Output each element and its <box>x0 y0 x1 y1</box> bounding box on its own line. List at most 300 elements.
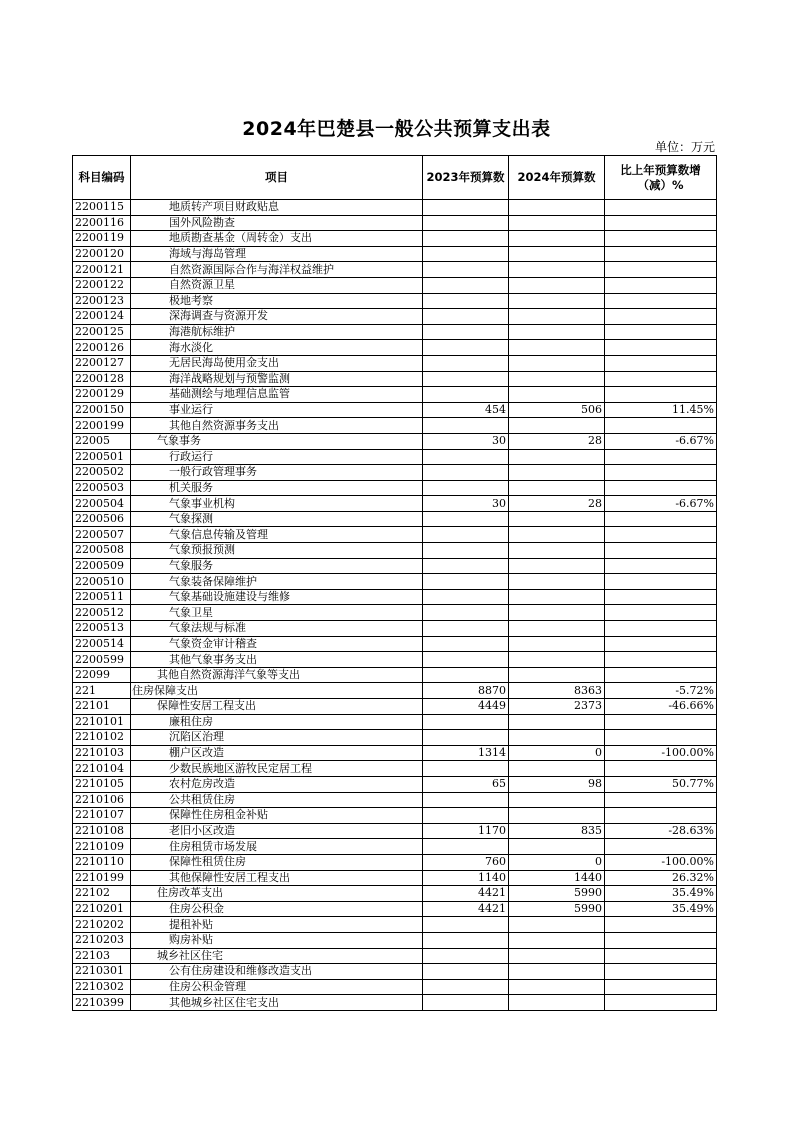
table-row <box>73 433 717 449</box>
row-change-pct <box>605 964 717 980</box>
row-item-name: 国外风险勘查 <box>131 215 423 231</box>
row-change-pct: 35.49% <box>605 886 717 902</box>
row-item-name: 保障性安居工程支出 <box>131 699 423 715</box>
row-2024-value <box>509 387 605 403</box>
row-change-pct <box>605 246 717 262</box>
row-item-name: 其他保障性安居工程支出 <box>131 870 423 886</box>
table-row <box>73 870 717 886</box>
table-row <box>73 621 717 637</box>
row-item-name: 其他自然资源海洋气象等支出 <box>131 667 423 683</box>
row-item-name: 一般行政管理事务 <box>131 465 423 481</box>
row-item-name: 廉租住房 <box>131 714 423 730</box>
row-code: 2200514 <box>73 636 131 652</box>
row-2023-value: 1170 <box>423 823 509 839</box>
row-change-pct <box>605 917 717 933</box>
row-change-pct <box>605 621 717 637</box>
row-change-pct <box>605 792 717 808</box>
row-change-pct <box>605 652 717 668</box>
table-row <box>73 355 717 371</box>
row-code: 2200119 <box>73 231 131 247</box>
row-2024-value <box>509 636 605 652</box>
row-code: 2200126 <box>73 340 131 356</box>
row-item-name: 提租补贴 <box>131 917 423 933</box>
row-2024-value <box>509 979 605 995</box>
row-2024-value <box>509 839 605 855</box>
row-2024-value <box>509 527 605 543</box>
row-2024-value <box>509 449 605 465</box>
table-row <box>73 652 717 668</box>
row-2023-value <box>423 465 509 481</box>
row-2024-value <box>509 480 605 496</box>
row-item-name: 气象信息传输及管理 <box>131 527 423 543</box>
row-code: 2210399 <box>73 995 131 1011</box>
row-2024-value: 2373 <box>509 699 605 715</box>
row-2023-value <box>423 995 509 1011</box>
table-body <box>73 200 717 1011</box>
table-row <box>73 418 717 434</box>
table-row <box>73 387 717 403</box>
row-item-name: 事业运行 <box>131 402 423 418</box>
row-item-name: 气象装备保障维护 <box>131 574 423 590</box>
row-item-name: 其他气象事务支出 <box>131 652 423 668</box>
row-2024-value <box>509 543 605 559</box>
row-change-pct: -28.63% <box>605 823 717 839</box>
row-change-pct <box>605 948 717 964</box>
table-row <box>73 636 717 652</box>
table-row <box>73 964 717 980</box>
row-code: 22102 <box>73 886 131 902</box>
header-item: 项目 <box>131 156 423 200</box>
row-item-name: 公有住房建设和维修改造支出 <box>131 964 423 980</box>
row-change-pct <box>605 215 717 231</box>
row-2023-value <box>423 792 509 808</box>
row-2023-value <box>423 355 509 371</box>
table-row <box>73 527 717 543</box>
row-2024-value <box>509 948 605 964</box>
row-code: 2200509 <box>73 558 131 574</box>
table-row <box>73 761 717 777</box>
row-change-pct <box>605 355 717 371</box>
table-row <box>73 543 717 559</box>
row-2023-value <box>423 761 509 777</box>
row-code: 2200504 <box>73 496 131 512</box>
table-row <box>73 854 717 870</box>
row-2024-value <box>509 917 605 933</box>
row-code: 2200127 <box>73 355 131 371</box>
table-row <box>73 480 717 496</box>
row-code: 2200507 <box>73 527 131 543</box>
row-2024-value <box>509 932 605 948</box>
row-2024-value <box>509 355 605 371</box>
row-change-pct: -6.67% <box>605 496 717 512</box>
row-2024-value <box>509 995 605 1011</box>
row-2023-value <box>423 808 509 824</box>
row-item-name: 深海调查与资源开发 <box>131 309 423 325</box>
table-row <box>73 932 717 948</box>
row-code: 2210105 <box>73 776 131 792</box>
row-code: 2200503 <box>73 480 131 496</box>
header-2024: 2024年预算数 <box>509 156 605 200</box>
table-row <box>73 309 717 325</box>
row-2024-value: 0 <box>509 854 605 870</box>
table-row <box>73 293 717 309</box>
row-item-name: 气象资金审计稽查 <box>131 636 423 652</box>
row-change-pct <box>605 730 717 746</box>
table-row <box>73 277 717 293</box>
row-2023-value: 4421 <box>423 901 509 917</box>
table-row <box>73 371 717 387</box>
table-row <box>73 605 717 621</box>
row-2024-value: 506 <box>509 402 605 418</box>
row-code: 2200128 <box>73 371 131 387</box>
row-change-pct <box>605 231 717 247</box>
row-code: 2210110 <box>73 854 131 870</box>
row-code: 2210106 <box>73 792 131 808</box>
row-item-name: 气象基础设施建设与维修 <box>131 589 423 605</box>
row-item-name: 气象探测 <box>131 511 423 527</box>
row-2023-value <box>423 293 509 309</box>
row-change-pct <box>605 995 717 1011</box>
row-2024-value: 0 <box>509 745 605 761</box>
row-2023-value <box>423 246 509 262</box>
row-change-pct <box>605 543 717 559</box>
row-item-name: 海港航标维护 <box>131 324 423 340</box>
row-item-name: 机关服务 <box>131 480 423 496</box>
row-2024-value <box>509 465 605 481</box>
row-2024-value <box>509 324 605 340</box>
row-2023-value <box>423 527 509 543</box>
row-item-name: 住房保障支出 <box>131 683 423 699</box>
table-header-row <box>73 156 717 200</box>
row-2023-value <box>423 511 509 527</box>
table-row <box>73 745 717 761</box>
row-2023-value: 30 <box>423 496 509 512</box>
row-2024-value: 835 <box>509 823 605 839</box>
row-2024-value <box>509 231 605 247</box>
row-change-pct <box>605 480 717 496</box>
row-code: 2200150 <box>73 402 131 418</box>
row-code: 2210108 <box>73 823 131 839</box>
row-code: 2200506 <box>73 511 131 527</box>
row-change-pct <box>605 808 717 824</box>
row-code: 2210104 <box>73 761 131 777</box>
header-code: 科目编码 <box>73 156 131 200</box>
table-row <box>73 776 717 792</box>
row-change-pct <box>605 277 717 293</box>
table-row <box>73 231 717 247</box>
table-row <box>73 402 717 418</box>
table-row <box>73 823 717 839</box>
row-item-name: 气象服务 <box>131 558 423 574</box>
row-code: 2210107 <box>73 808 131 824</box>
row-2023-value: 760 <box>423 854 509 870</box>
row-change-pct <box>605 636 717 652</box>
row-2024-value: 28 <box>509 433 605 449</box>
row-2024-value <box>509 621 605 637</box>
row-code: 2200120 <box>73 246 131 262</box>
row-2023-value <box>423 371 509 387</box>
row-code: 2200512 <box>73 605 131 621</box>
row-item-name: 地质勘查基金（周转金）支出 <box>131 231 423 247</box>
unit-label: 单位：万元 <box>654 140 715 154</box>
row-2023-value <box>423 621 509 637</box>
row-item-name: 棚户区改造 <box>131 745 423 761</box>
table-row <box>73 449 717 465</box>
row-code: 2200123 <box>73 293 131 309</box>
row-2024-value <box>509 277 605 293</box>
table-row <box>73 901 717 917</box>
row-code: 2210103 <box>73 745 131 761</box>
row-code: 22101 <box>73 699 131 715</box>
table-row <box>73 465 717 481</box>
row-change-pct <box>605 979 717 995</box>
row-2023-value: 30 <box>423 433 509 449</box>
row-item-name: 保障性住房租金补贴 <box>131 808 423 824</box>
row-change-pct <box>605 371 717 387</box>
row-item-name: 保障性租赁住房 <box>131 854 423 870</box>
row-item-name: 少数民族地区游牧民定居工程 <box>131 761 423 777</box>
row-item-name: 气象卫星 <box>131 605 423 621</box>
row-item-name: 自然资源卫星 <box>131 277 423 293</box>
row-2024-value <box>509 808 605 824</box>
row-2024-value <box>509 714 605 730</box>
row-2024-value <box>509 293 605 309</box>
row-2024-value <box>509 215 605 231</box>
row-change-pct: 26.32% <box>605 870 717 886</box>
row-2023-value <box>423 979 509 995</box>
row-2024-value <box>509 340 605 356</box>
row-2023-value <box>423 652 509 668</box>
row-code: 2210109 <box>73 839 131 855</box>
row-2023-value <box>423 215 509 231</box>
row-change-pct <box>605 761 717 777</box>
row-2023-value <box>423 277 509 293</box>
row-2023-value <box>423 636 509 652</box>
table-row <box>73 574 717 590</box>
row-2024-value: 5990 <box>509 886 605 902</box>
row-change-pct: -46.66% <box>605 699 717 715</box>
row-2023-value <box>423 839 509 855</box>
table-row <box>73 886 717 902</box>
table-row <box>73 200 717 216</box>
row-code: 2200125 <box>73 324 131 340</box>
row-change-pct <box>605 839 717 855</box>
table-row <box>73 995 717 1011</box>
row-change-pct <box>605 340 717 356</box>
row-2024-value <box>509 200 605 216</box>
row-2023-value <box>423 605 509 621</box>
row-item-name: 气象预报预测 <box>131 543 423 559</box>
row-code: 22099 <box>73 667 131 683</box>
row-2023-value <box>423 231 509 247</box>
row-2023-value <box>423 200 509 216</box>
row-2023-value <box>423 667 509 683</box>
row-code: 2200508 <box>73 543 131 559</box>
row-code: 2200599 <box>73 652 131 668</box>
row-2023-value: 454 <box>423 402 509 418</box>
row-2023-value <box>423 714 509 730</box>
row-2023-value <box>423 574 509 590</box>
row-item-name: 其他自然资源事务支出 <box>131 418 423 434</box>
row-2024-value <box>509 371 605 387</box>
row-2024-value: 98 <box>509 776 605 792</box>
row-code: 221 <box>73 683 131 699</box>
row-code: 22005 <box>73 433 131 449</box>
row-2024-value <box>509 418 605 434</box>
row-item-name: 住房租赁市场发展 <box>131 839 423 855</box>
row-2024-value <box>509 652 605 668</box>
row-item-name: 海洋战略规划与预警监测 <box>131 371 423 387</box>
table-row <box>73 511 717 527</box>
row-change-pct <box>605 387 717 403</box>
row-item-name: 气象事业机构 <box>131 496 423 512</box>
row-change-pct <box>605 667 717 683</box>
row-change-pct: 11.45% <box>605 402 717 418</box>
row-code: 22103 <box>73 948 131 964</box>
row-change-pct <box>605 558 717 574</box>
row-change-pct: -100.00% <box>605 854 717 870</box>
table-row <box>73 839 717 855</box>
row-2024-value <box>509 964 605 980</box>
row-code: 2210201 <box>73 901 131 917</box>
row-item-name: 老旧小区改造 <box>131 823 423 839</box>
row-item-name: 自然资源国际合作与海洋权益维护 <box>131 262 423 278</box>
row-code: 2200115 <box>73 200 131 216</box>
row-code: 2210101 <box>73 714 131 730</box>
row-2024-value: 5990 <box>509 901 605 917</box>
table-row <box>73 215 717 231</box>
row-item-name: 地质转产项目财政贴息 <box>131 200 423 216</box>
row-2023-value <box>423 917 509 933</box>
row-2024-value <box>509 558 605 574</box>
budget-table <box>72 155 717 1011</box>
row-2023-value <box>423 948 509 964</box>
row-2023-value <box>423 932 509 948</box>
row-code: 2200501 <box>73 449 131 465</box>
row-2023-value <box>423 324 509 340</box>
row-2023-value <box>423 418 509 434</box>
row-item-name: 海水淡化 <box>131 340 423 356</box>
table-row <box>73 589 717 605</box>
row-code: 2200116 <box>73 215 131 231</box>
row-item-name: 无居民海岛使用金支出 <box>131 355 423 371</box>
header-2023: 2023年预算数 <box>423 156 509 200</box>
row-2023-value: 1314 <box>423 745 509 761</box>
row-item-name: 基础测绘与地理信息监管 <box>131 387 423 403</box>
row-item-name: 沉陷区治理 <box>131 730 423 746</box>
row-2023-value <box>423 558 509 574</box>
row-2023-value <box>423 964 509 980</box>
row-item-name: 海域与海岛管理 <box>131 246 423 262</box>
row-2023-value: 8870 <box>423 683 509 699</box>
row-item-name: 气象事务 <box>131 433 423 449</box>
row-code: 2200129 <box>73 387 131 403</box>
row-2024-value: 28 <box>509 496 605 512</box>
row-code: 2200513 <box>73 621 131 637</box>
row-change-pct: -6.67% <box>605 433 717 449</box>
row-item-name: 住房公积金管理 <box>131 979 423 995</box>
row-2023-value <box>423 340 509 356</box>
row-change-pct <box>605 449 717 465</box>
row-2023-value <box>423 309 509 325</box>
row-2023-value <box>423 387 509 403</box>
row-code: 2200121 <box>73 262 131 278</box>
row-code: 2200122 <box>73 277 131 293</box>
table-row <box>73 948 717 964</box>
row-2024-value <box>509 792 605 808</box>
table-row <box>73 324 717 340</box>
row-2024-value: 1440 <box>509 870 605 886</box>
row-2023-value <box>423 262 509 278</box>
table-row <box>73 496 717 512</box>
row-2024-value <box>509 730 605 746</box>
row-change-pct <box>605 465 717 481</box>
row-change-pct <box>605 511 717 527</box>
row-2024-value: 8363 <box>509 683 605 699</box>
table-row <box>73 667 717 683</box>
table-row <box>73 792 717 808</box>
row-code: 2200511 <box>73 589 131 605</box>
table-row <box>73 683 717 699</box>
row-2024-value <box>509 246 605 262</box>
row-change-pct: -5.72% <box>605 683 717 699</box>
row-change-pct <box>605 200 717 216</box>
row-item-name: 住房改革支出 <box>131 886 423 902</box>
row-item-name: 其他城乡社区住宅支出 <box>131 995 423 1011</box>
table-row <box>73 979 717 995</box>
table-row <box>73 917 717 933</box>
table-row <box>73 340 717 356</box>
table-row <box>73 246 717 262</box>
row-2024-value <box>509 574 605 590</box>
row-2023-value <box>423 543 509 559</box>
row-item-name: 农村危房改造 <box>131 776 423 792</box>
row-item-name: 住房公积金 <box>131 901 423 917</box>
row-item-name: 公共租赁住房 <box>131 792 423 808</box>
table-row <box>73 714 717 730</box>
row-item-name: 极地考察 <box>131 293 423 309</box>
row-code: 2200510 <box>73 574 131 590</box>
row-2024-value <box>509 309 605 325</box>
row-change-pct <box>605 262 717 278</box>
row-item-name: 城乡社区住宅 <box>131 948 423 964</box>
row-2023-value <box>423 449 509 465</box>
row-code: 2210302 <box>73 979 131 995</box>
row-change-pct: 50.77% <box>605 776 717 792</box>
row-change-pct <box>605 309 717 325</box>
row-code: 2210102 <box>73 730 131 746</box>
row-item-name: 气象法规与标准 <box>131 621 423 637</box>
row-2023-value: 1140 <box>423 870 509 886</box>
row-change-pct: -100.00% <box>605 745 717 761</box>
row-change-pct <box>605 932 717 948</box>
row-change-pct <box>605 589 717 605</box>
row-change-pct <box>605 293 717 309</box>
row-change-pct <box>605 527 717 543</box>
row-change-pct <box>605 714 717 730</box>
row-code: 2210202 <box>73 917 131 933</box>
row-code: 2210203 <box>73 932 131 948</box>
row-change-pct <box>605 418 717 434</box>
row-2024-value <box>509 667 605 683</box>
page-title: 2024年巴楚县一般公共预算支出表 <box>242 118 551 140</box>
row-2024-value <box>509 605 605 621</box>
row-2023-value: 65 <box>423 776 509 792</box>
row-2023-value <box>423 480 509 496</box>
row-code: 2210301 <box>73 964 131 980</box>
table-row <box>73 262 717 278</box>
row-change-pct <box>605 574 717 590</box>
